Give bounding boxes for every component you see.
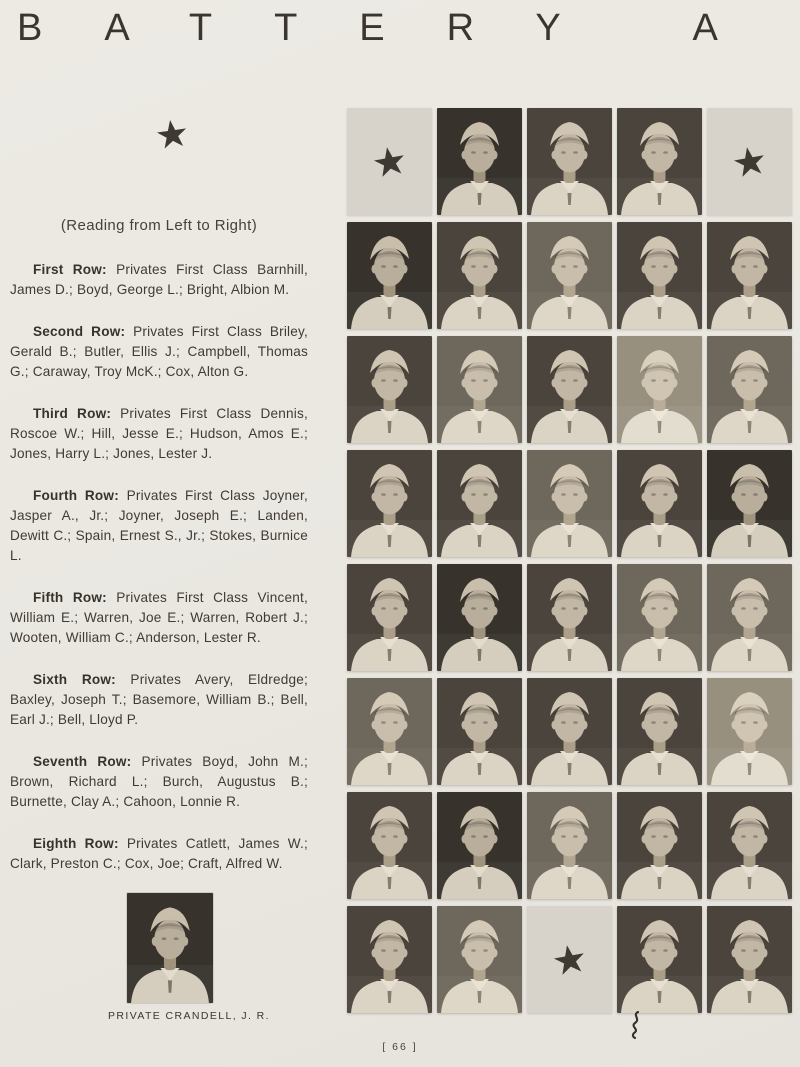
roster-paragraph [10, 486, 308, 566]
soldier-bust-icon [347, 792, 432, 899]
portrait-photo [437, 678, 522, 785]
portrait-photo [707, 336, 792, 443]
portrait-photo [527, 108, 612, 215]
portrait-photo [707, 222, 792, 329]
row-names: Privates First Class Dennis, Roscoe W.; Hill, Jesse E.; Hudson, Amos E.; Jones, Harry L.; Jones, Lester J. [10, 406, 308, 461]
soldier-bust-icon [437, 222, 522, 329]
portrait-photo [347, 222, 432, 329]
soldier-bust-icon [437, 108, 522, 215]
portrait-photo [617, 678, 702, 785]
soldier-bust-icon [437, 792, 522, 899]
soldier-bust-icon [437, 336, 522, 443]
portrait-photo [347, 450, 432, 557]
page-title: BATTERY A [17, 7, 780, 49]
portrait-photo [527, 564, 612, 671]
left-column [10, 0, 308, 1067]
row-label: Sixth Row: [33, 672, 116, 687]
star-icon [154, 116, 190, 152]
roster-paragraph [10, 752, 308, 812]
row-label: Fourth Row: [33, 488, 119, 503]
portrait-photo [437, 108, 522, 215]
star-icon [154, 116, 190, 152]
soldier-bust-icon [617, 222, 702, 329]
portrait-photo [527, 336, 612, 443]
soldier-bust-icon [707, 906, 792, 1013]
soldier-bust-icon [347, 564, 432, 671]
soldier-bust-icon [617, 336, 702, 443]
portrait-photo [617, 108, 702, 215]
row-names: Privates First Class Vincent, William E.; Warren, Joe E.; Warren, Robert J.; Wooten, William C.; Anderson, Lester R. [10, 590, 309, 645]
page-number: [ 66 ] [382, 1041, 418, 1053]
portrait-photo [617, 222, 702, 329]
soldier-bust-icon [617, 906, 702, 1013]
roster-paragraph [10, 834, 308, 874]
soldier-bust-icon [127, 893, 213, 1003]
portrait-photo [437, 792, 522, 899]
portrait-photo [347, 906, 432, 1013]
portrait-photo [437, 450, 522, 557]
soldier-bust-icon [527, 108, 612, 215]
roster-paragraphs [10, 260, 308, 896]
star-cell [347, 108, 432, 215]
soldier-bust-icon [617, 450, 702, 557]
soldier-bust-icon [617, 108, 702, 215]
portrait-photo [707, 906, 792, 1013]
row-names: Privates First Class Joyner, Jasper A., Jr.; Joyner, Joseph E.; Landen, Dewitt C.; Spain, Ernest S., Jr.; Stokes, Burnice L. [10, 488, 308, 563]
portrait-photo [527, 222, 612, 329]
portrait-photo [347, 792, 432, 899]
ink-squiggle-mark [629, 1011, 645, 1039]
soldier-bust-icon [617, 564, 702, 671]
roster-paragraph [10, 588, 308, 648]
soldier-bust-icon [527, 222, 612, 329]
soldier-bust-icon [347, 222, 432, 329]
star-icon [730, 142, 768, 180]
portrait-photo [707, 564, 792, 671]
soldier-bust-icon [347, 450, 432, 557]
row-label: Second Row: [33, 324, 126, 339]
portrait-photo [617, 450, 702, 557]
portrait-photo [527, 450, 612, 557]
portrait-photo [437, 336, 522, 443]
row-label: Fifth Row: [33, 590, 107, 605]
soldier-bust-icon [707, 792, 792, 899]
portrait-photo [347, 678, 432, 785]
row-label: First Row: [33, 262, 107, 277]
portrait-photo [437, 564, 522, 671]
portrait-photo [617, 564, 702, 671]
soldier-bust-icon [437, 678, 522, 785]
soldier-bust-icon [617, 792, 702, 899]
crandell-photo [127, 893, 213, 1003]
row-label: Third Row: [33, 406, 112, 421]
row-names: Privates Boyd, John M.; Brown, Richard L.; Burch, Augustus B.; Burnette, Clay A.; Cahoon, Lonnie R. [10, 754, 308, 809]
soldier-bust-icon [707, 678, 792, 785]
soldier-bust-icon [707, 336, 792, 443]
portrait-photo [617, 336, 702, 443]
star-cell [707, 108, 792, 215]
soldier-bust-icon [437, 564, 522, 671]
soldier-bust-icon [347, 336, 432, 443]
soldier-bust-icon [527, 564, 612, 671]
portrait-photo [347, 336, 432, 443]
row-names: Privates Avery, Eldredge; Baxley, Joseph T.; Basemore, William B.; Bell, Earl J.; Bell, Lloyd P. [10, 672, 308, 727]
soldier-bust-icon [707, 450, 792, 557]
star-icon [550, 940, 588, 978]
roster-paragraph [10, 404, 308, 464]
soldier-bust-icon [527, 336, 612, 443]
roster-paragraph [10, 670, 308, 730]
portrait-photo [347, 564, 432, 671]
soldier-bust-icon [347, 678, 432, 785]
soldier-bust-icon [437, 906, 522, 1013]
row-names: Privates First Class Barnhill, James D.; Boyd, George L.; Bright, Albion M. [10, 262, 308, 297]
portrait-photo [437, 222, 522, 329]
row-names: Privates First Class Briley, Gerald B.; Butler, Ellis J.; Campbell, Thomas G.; Caraway, Troy McK.; Cox, Alton G. [10, 324, 309, 379]
portrait-photo [707, 678, 792, 785]
portrait-photo [707, 450, 792, 557]
row-label: Eighth Row: [33, 836, 119, 851]
roster-paragraph [10, 260, 308, 300]
soldier-bust-icon [707, 222, 792, 329]
soldier-bust-icon [527, 450, 612, 557]
soldier-bust-icon [347, 906, 432, 1013]
soldier-bust-icon [437, 450, 522, 557]
portrait-photo [617, 906, 702, 1013]
portrait-photo [437, 906, 522, 1013]
portrait-photo [617, 792, 702, 899]
crandell-figure [108, 893, 270, 1022]
star-icon [370, 142, 408, 180]
reading-note: (Reading from Left to Right) [60, 217, 258, 234]
row-names: Privates Catlett, James W.; Clark, Preston C.; Cox, Joe; Craft, Alfred W. [10, 836, 308, 871]
photo-grid [347, 108, 792, 1013]
star-cell [527, 906, 612, 1013]
portrait-photo [707, 792, 792, 899]
soldier-bust-icon [707, 564, 792, 671]
crandell-caption: PRIVATE CRANDELL, J. R. [108, 1010, 270, 1022]
soldier-bust-icon [617, 678, 702, 785]
row-label: Seventh Row: [33, 754, 132, 769]
roster-paragraph [10, 322, 308, 382]
portrait-photo [527, 678, 612, 785]
soldier-bust-icon [527, 792, 612, 899]
soldier-bust-icon [527, 678, 612, 785]
portrait-photo [527, 792, 612, 899]
